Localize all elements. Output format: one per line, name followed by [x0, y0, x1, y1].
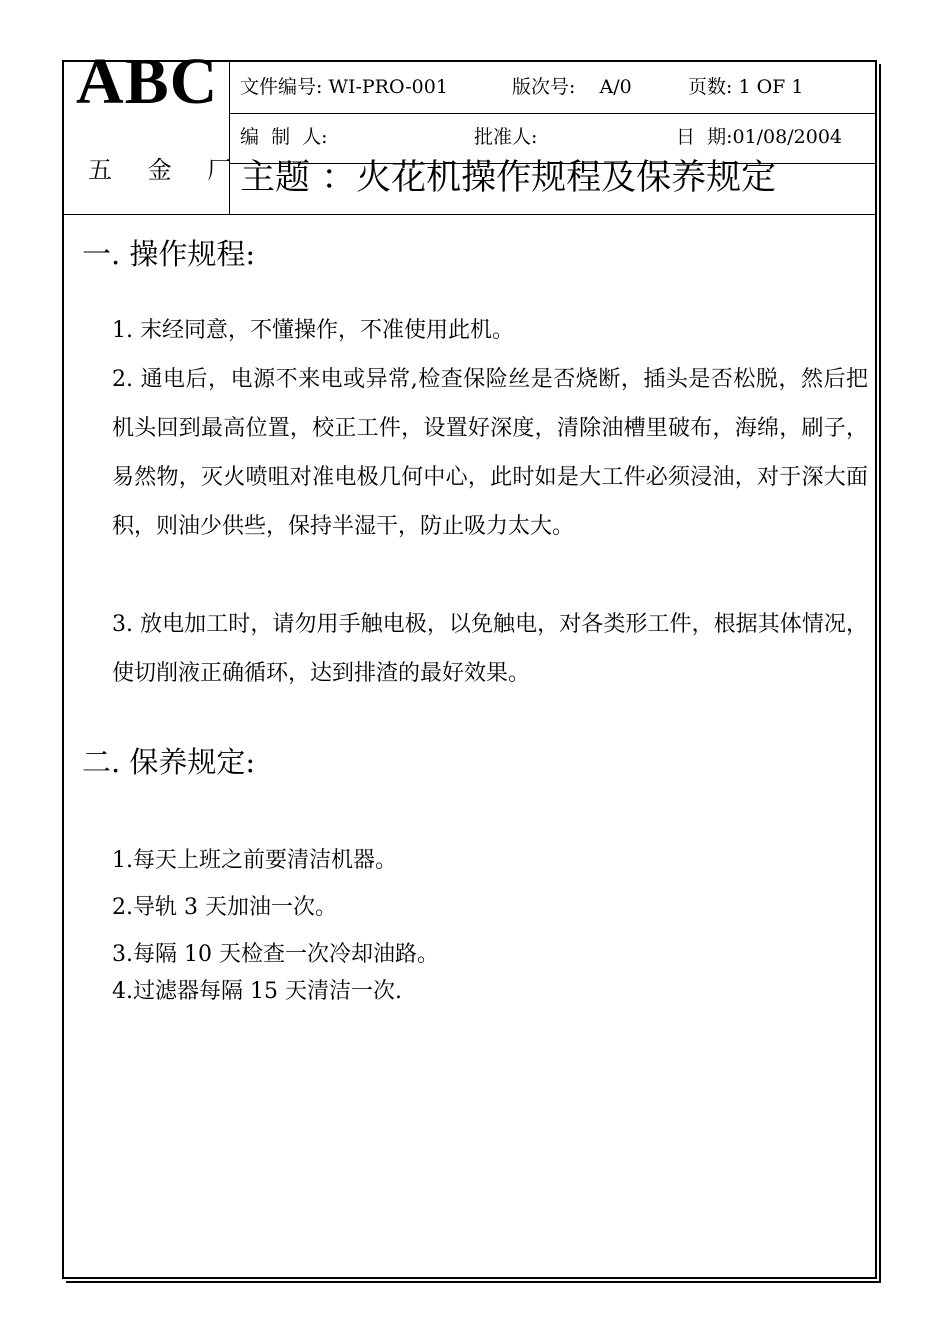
approved-by: 批准人:: [474, 126, 538, 148]
section-title-operation: 一. 操作规程:: [82, 237, 256, 271]
item-text: 放电加工时，请勿用手触电极，以免触电，对各类形工件，根据其体情况，使切削液正确循环，达到排渣的最好效果。: [112, 612, 868, 686]
document-date: 日 期:01/08/2004: [676, 126, 842, 148]
operation-item: [112, 306, 868, 355]
item-text: 末经同意，不懂操作，不准使用此机。: [140, 318, 515, 343]
operation-item: [112, 600, 868, 698]
company-logo: ABC: [76, 45, 219, 118]
maintenance-item: 3.每隔 10 天检查一次冷却油路。: [112, 942, 439, 967]
header-divider-vertical: [229, 60, 230, 215]
item-number: 1.: [112, 318, 133, 343]
item-number: 3.: [112, 612, 133, 637]
operation-item: [112, 355, 868, 551]
header-divider-3: [62, 214, 877, 215]
page-count: 页数: 1 OF 1: [688, 76, 804, 98]
maintenance-item: 1.每天上班之前要清洁机器。: [112, 848, 397, 873]
item-number: 2.: [112, 367, 133, 392]
prepared-by: 编 制 人:: [240, 126, 328, 148]
maintenance-item: 4.过滤器每隔 15 天清洁一次.: [112, 979, 402, 1004]
version-number: 版次号: A/0: [512, 76, 632, 98]
document-subject: 主题 ：火花机操作规程及保养规定: [240, 158, 777, 198]
section-title-maintenance: 二. 保养规定:: [82, 745, 256, 779]
header-divider-1: [229, 113, 877, 114]
maintenance-item: 2.导轨 3 天加油一次。: [112, 895, 337, 920]
doc-number: 文件编号: WI-PRO-001: [240, 76, 448, 98]
item-text: 通电后，电源不来电或异常,检查保险丝是否烧断，插头是否松脱，然后把机头回到最高位置，校正工件，设置好深度，清除油槽里破布，海绵，刷子，易然物，灭火喷咀对准电极几何中心，此时如是大工件必须浸油，对于深大面积，则油少供些，保持半湿干，防止吸力太大。: [112, 367, 868, 539]
factory-name: 五 金 厂: [88, 156, 246, 184]
